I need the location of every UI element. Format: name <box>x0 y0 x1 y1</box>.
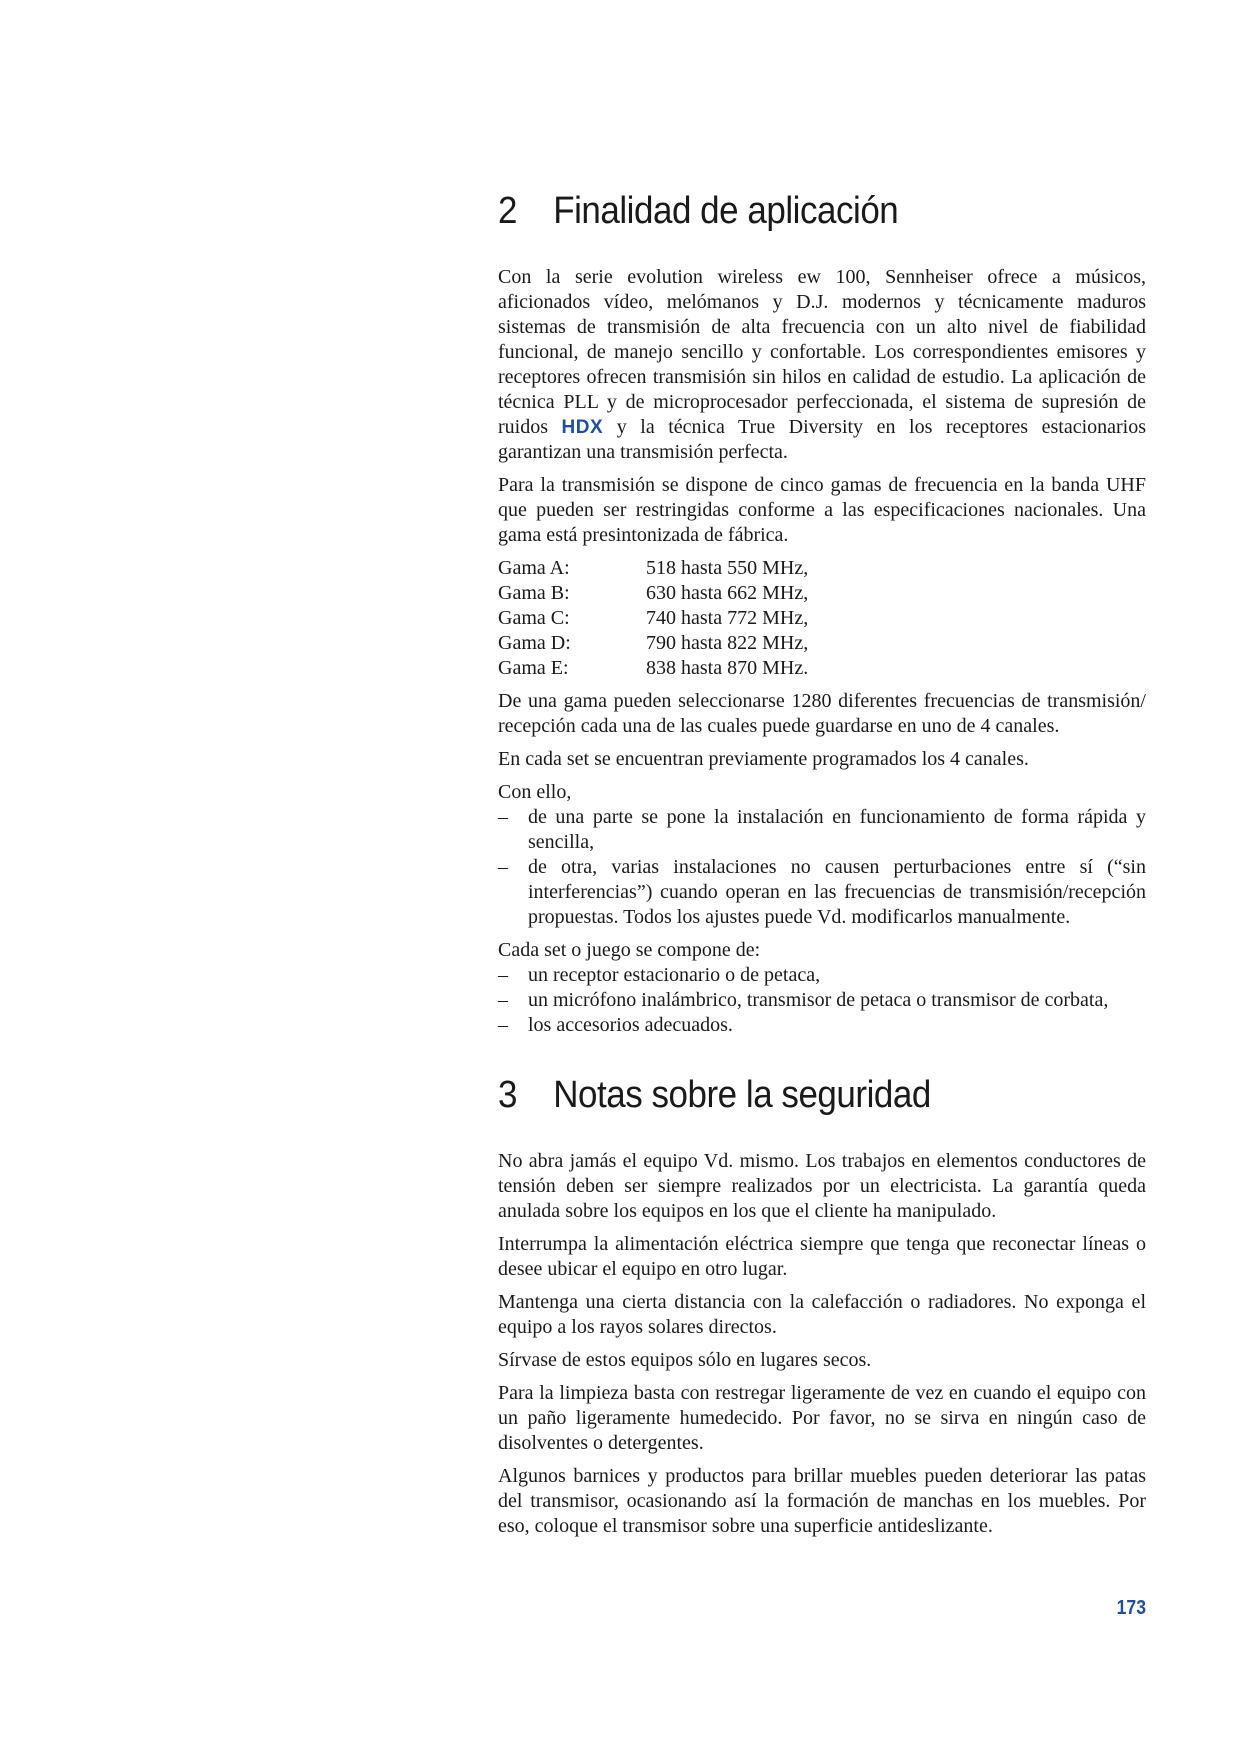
paragraph-channels: De una gama pueden seleccionarse 1280 diferentes frecuencias de transmisión/ recepción cada una de las cuales puede guardarse en uno de 4 canales. <box>498 690 1146 737</box>
section-2-heading <box>498 190 1094 233</box>
safety-paragraph: Mantenga una cierta distancia con la calefacción o radiadores. No exponga el equipo a los rayos solares directos. <box>498 1291 1146 1338</box>
range-label: Gama B: <box>498 582 570 604</box>
section-3-title: Notas sobre la seguridad <box>553 1074 931 1116</box>
range-label: Gama E: <box>498 657 569 679</box>
paragraph-frequency-ranges: Para la transmisión se dispone de cinco gamas de frecuencia en la banda UHF que pueden ser restringidas conforme a las especificaciones nacionales. Una gama está presintonizada de fábrica. <box>498 474 1146 546</box>
list-item-text: de una parte se pone la instalación en funcionamiento de forma rápida y sencilla, <box>528 806 1146 853</box>
list-item <box>498 855 1146 930</box>
paragraph-intro <box>498 265 1146 465</box>
section-3-heading <box>498 1074 1094 1117</box>
section-2-title: Finalidad de aplicación <box>553 190 899 232</box>
paragraph-intro-text-after: y la técnica True Diversity en los receptores estacionarios garantizan una transmisión perfecta. <box>498 416 1147 463</box>
range-value: 518 hasta 550 MHz, <box>646 557 809 579</box>
advantages-list <box>498 805 1146 930</box>
list-item <box>498 963 1146 988</box>
set-contents-list <box>498 963 1146 1038</box>
range-row <box>498 606 1146 631</box>
range-row <box>498 631 1146 656</box>
section-2-number: 2 <box>498 190 517 232</box>
page-number: 173 <box>1116 1597 1146 1619</box>
list-item <box>498 805 1146 855</box>
frequency-range-table <box>498 556 1146 681</box>
list-dash: – <box>498 806 508 828</box>
list-intro-con-ello: Con ello, <box>498 781 572 803</box>
list-item-text: un receptor estacionario o de petaca, <box>528 964 821 986</box>
list-item <box>498 1013 1146 1038</box>
range-label: Gama D: <box>498 632 571 654</box>
range-value: 838 hasta 870 MHz. <box>646 657 809 679</box>
range-value: 740 hasta 772 MHz, <box>646 607 809 629</box>
section-3-number: 3 <box>498 1074 517 1116</box>
list-item-text: de otra, varias instalaciones no causen perturbaciones entre sí (“sin interferencias”) cuando operan en las frecuencias de transmisión/recepción propuestas. Todos los ajustes puede Vd. modificarlos manualmente. <box>528 856 1146 928</box>
paragraph-intro-text-before: Con la serie evolution wireless ew 100, Sennheiser ofrece a músicos, aficionados vídeo, melómanos y D.J. modernos y técnicamente maduros sistemas de transmisión de alta frecuencia con un alto nivel de fiabilidad funcional, de manejo sencillo y confortable. Los correspondientes emisores y receptores ofrecen transmisión sin hilos en calidad de estudio. La aplicación de técnica PLL y de microprocesador perfeccionada, el sistema de supresión de ruidos <box>498 266 1146 438</box>
range-value: 790 hasta 822 MHz, <box>646 632 809 654</box>
safety-paragraph: No abra jamás el equipo Vd. mismo. Los trabajos en elementos conductores de tensión deben ser siempre realizados por un electricista. La garantía queda anulada sobre los equipos en los que el cliente ha manipulado. <box>498 1150 1146 1222</box>
safety-paragraph: Interrumpa la alimentación eléctrica siempre que tenga que reconectar líneas o desee ubicar el equipo en otro lugar. <box>498 1233 1146 1280</box>
range-row <box>498 656 1146 681</box>
range-label: Gama A: <box>498 557 570 579</box>
safety-paragraph: Algunos barnices y productos para brillar muebles pueden deteriorar las patas del transmisor, ocasionando así la formación de manchas en los muebles. Por eso, coloque el transmisor sobre una superficie antideslizante. <box>498 1465 1146 1537</box>
list-item-text: los accesorios adecuados. <box>528 1014 733 1036</box>
safety-paragraph: Para la limpieza basta con restregar ligeramente de vez en cuando el equipo con un paño ligeramente humedecido. Por favor, no se sirva en ningún caso de disolventes o detergentes. <box>498 1382 1146 1454</box>
range-value: 630 hasta 662 MHz, <box>646 582 809 604</box>
list-item <box>498 988 1146 1013</box>
list-item-text: un micrófono inalámbrico, transmisor de petaca o transmisor de corbata, <box>528 989 1109 1011</box>
list-dash: – <box>498 964 508 986</box>
list-dash: – <box>498 856 508 878</box>
safety-paragraph: Sírvase de estos equipos sólo en lugares secos. <box>498 1349 872 1371</box>
paragraph-preprogrammed: En cada set se encuentran previamente programados los 4 canales. <box>498 748 1029 770</box>
list-intro-set: Cada set o juego se compone de: <box>498 939 761 961</box>
range-row <box>498 581 1146 606</box>
list-dash: – <box>498 1014 508 1036</box>
page-content <box>498 190 1146 1547</box>
range-label: Gama C: <box>498 607 570 629</box>
range-row <box>498 556 1146 581</box>
hdx-logo: HDX <box>561 417 604 438</box>
list-dash: – <box>498 989 508 1011</box>
